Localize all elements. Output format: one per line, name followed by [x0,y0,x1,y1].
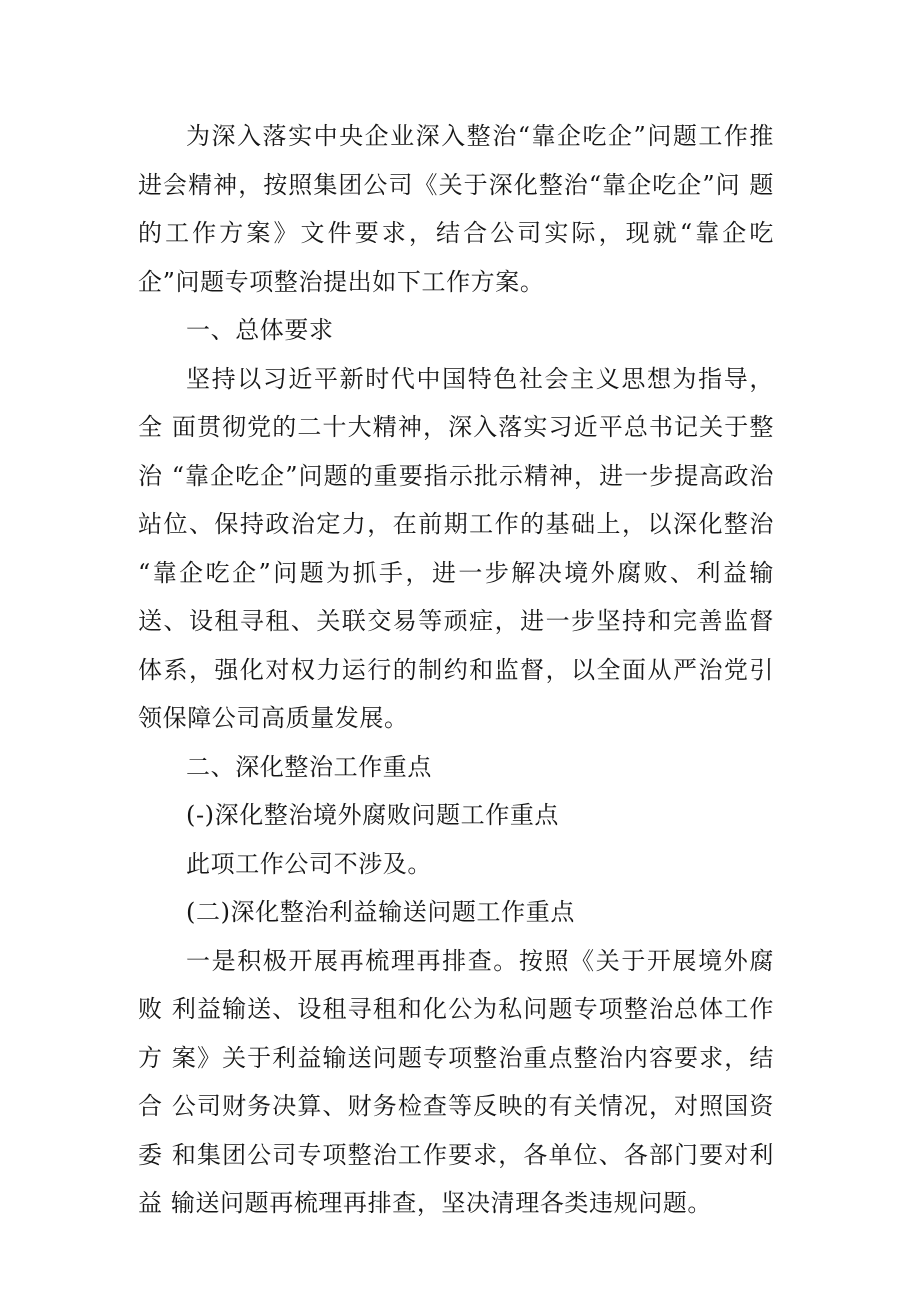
section-heading-key-work: 二、深化整治工作重点 [186,752,432,781]
benefit-transfer-paragraph: 一是积极开展再梳理再排查。按照《关于开展境外腐败 利益输送、设租寻租和化公为私问题专项整治总体工作方 案》关于利益输送问题专项整治重点整治内容要求，结合 公司财务决算、财务检查等反映的有关情况，对照国资委 和集团公司专项整治工作要求，各单位、各部门要对利益 输送问题再梳理再排查，坚决清理各类违规问题。 [138,946,774,1217]
section-heading-general-requirements: 一、总体要求 [186,316,334,344]
intro-paragraph: 为深入落实中央企业深入整治“靠企吃企”问题工作推 进会精神，按照集团公司《关于深化整治“靠企吃企”问 题的工作方案》文件要求，结合公司实际，现就“靠企吃 企”问题专项整治提出如下工作方案。 [138,122,774,296]
general-requirements-paragraph: 坚持以习近平新时代中国特色社会主义思想为指导，全 面贯彻党的二十大精神，深入落实习近平总书记关于整治 “靠企吃企”问题的重要指示批示精神，进一步提高政治 站位、保持政治定力，在前期工作的基础上，以深化整治 “靠企吃企”问题为抓手，进一步解决境外腐败、利益输 送、设租寻租、关联交易等顽症，进一步坚持和完善监督 体系，强化对权力运行的制约和监督，以全面从严治党引 领保障公司高质量发展。 [138,364,774,732]
subsection-heading-benefit-transfer: (二)深化整治利益输送问题工作重点 [186,898,575,926]
overseas-corruption-paragraph: 此项工作公司不涉及。 [186,849,432,878]
subsection-heading-overseas-corruption: (-)深化整治境外腐败问题工作重点 [186,801,560,829]
